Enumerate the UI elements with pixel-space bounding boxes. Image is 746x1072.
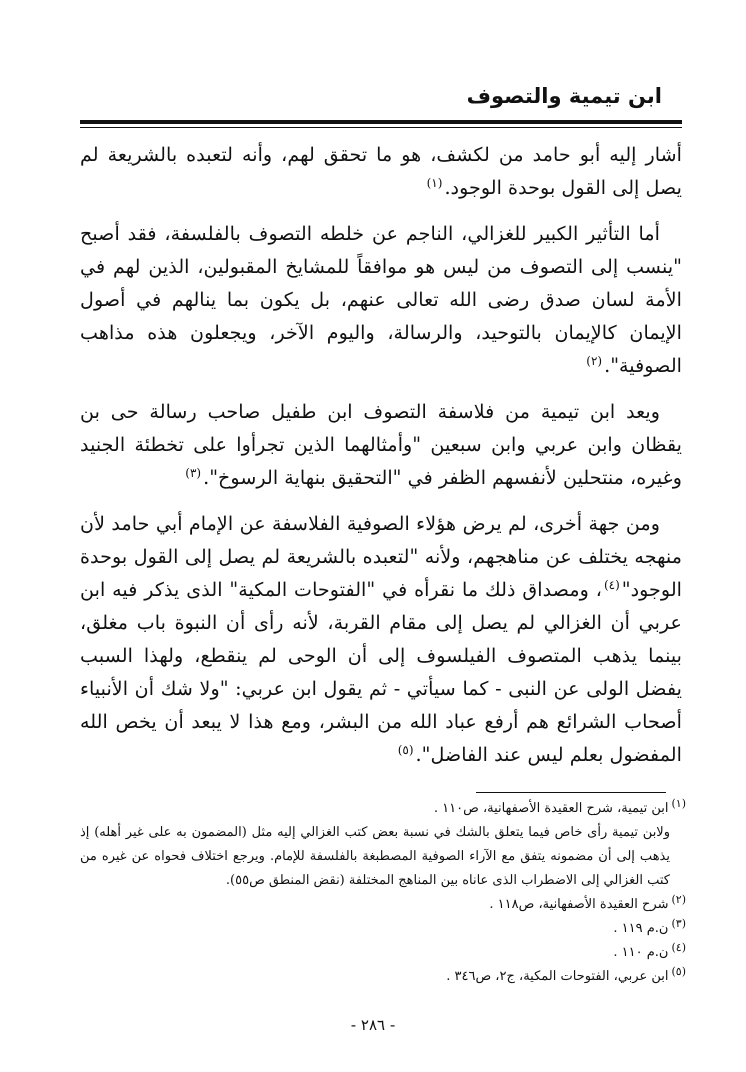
running-header-title: ابن تيمية والتصوف (466, 84, 662, 108)
footnote-number: (٣) (671, 916, 686, 930)
paragraph-3-text: ويعد ابن تيمية من فلاسفة التصوف ابن طفيل صاحب رسالة حى بن يقظان وابن عربي وابن سبعين "وأمثالهما الذين تجرأوا على تخطئة الجنيد وغيره، منتحلين لأنفسهم الظفر في "التحقيق بنهاية الرسوخ". (80, 400, 682, 489)
header-rule-thin (80, 127, 682, 128)
paragraph-4 (80, 507, 682, 771)
footnote-ref-5: (٥) (397, 742, 414, 757)
footnote-ref-1: (١) (426, 175, 443, 190)
paragraph-1-text: أشار إليه أبو حامد من لكشف، هو ما تحقق لهم، وأنه لتعبده بالشريعة لم يصل إلى القول بوحدة الوجود. (80, 143, 682, 199)
footnotes (80, 797, 686, 989)
footnote-1-continued (80, 821, 686, 893)
footnote-text: شرح العقيدة الأصفهانية، ص١١٨ . (489, 897, 669, 912)
footnote-4 (80, 941, 686, 965)
footnote-number: (٥) (671, 964, 686, 978)
footnote-ref-3: (٣) (185, 465, 202, 480)
paragraph-3 (80, 395, 682, 494)
footnote-number: (١) (671, 796, 686, 810)
footnote-5 (80, 965, 686, 989)
paragraph-4-text-a: ومن جهة أخرى، لم يرض هؤلاء الصوفية الفلاسفة عن الإمام أبي حامد لأن منهجه يختلف عن مناهجهم، ولأنه "لتعبده بالشريعة لم يصل إلى القول بوحدة الوجود" (80, 512, 682, 601)
footnote-ref-2: (٢) (586, 353, 603, 368)
footnote-number: (٤) (671, 940, 686, 954)
footnote-number: (٢) (671, 892, 686, 906)
paragraph-2-text: أما التأثير الكبير للغزالي، الناجم عن خلطه التصوف بالفلسفة، فقد أصبح "ينسب إلى التصوف من ليس هو موافقاً للمشايخ المقبولين، الذين لهم في الأمة لسان صدق رضى الله تعالى عنهم، بل يكون بما ينالهم في أصول الإيمان كالإيمان بالتوحيد، والرسالة، واليوم الآخر، ويجعلون هذه مذاهب الصوفية". (80, 222, 682, 377)
footnote-text: ن.م ١١٩ . (613, 921, 669, 936)
footnote-separator (476, 792, 666, 793)
main-text (80, 138, 682, 784)
paragraph-2 (80, 217, 682, 382)
footnote-3 (80, 917, 686, 941)
footnote-2 (80, 893, 686, 917)
paragraph-4-text-b: ، ومصداق ذلك ما نقرأه في "الفتوحات المكية" الذى يذكر فيه ابن عربي أن الغزالي لم يصل إلى مقام القربة، لأنه رأى أن النبوة باب مغلق، بينما يذهب المتصوف الفيلسوف إلى أن الوحى لم ينقطع، ولهذا السبب يفضل الولى عن النبى - كما سيأتي - ثم يقول ابن عربي: "ولا شك أن الأنبياء أصحاب الشرائع هم أرفع عباد الله من البشر، ومع هذا لا يبعد أن يخص الله المفضول بعلم ليس عند الفاضل". (80, 578, 682, 766)
footnote-ref-4: (٤) (603, 577, 620, 592)
header-rule-thick (80, 120, 682, 124)
footnote-text: ولابن تيمية رأى خاص فيما يتعلق بالشك في نسبة بعض كتب الغزالي إليه مثل (المضمون به على غير أهله) إذ يذهب إلى أن مضمونه يتفق مع الآراء الصوفية المصطبغة بالفلسفة للإمام. ويرجع اختلاف فحواه عن غيره من كتب الغزالي إلى الاضطراب الذى عاناه بين المناهج المختلفة (نقض المنطق ص٥٥). (80, 825, 670, 888)
page-number: - ٢٨٦ - (350, 1016, 396, 1034)
footnote-text: ابن تيمية، شرح العقيدة الأصفهانية، ص١١٠ . (433, 801, 669, 816)
paragraph-1 (80, 138, 682, 204)
footnote-1 (80, 797, 686, 821)
footnote-text: ابن عربي، الفتوحات المكية، ج٢، ص٣٤٦ . (446, 969, 669, 984)
footnote-text: ن.م ١١٠ . (613, 945, 669, 960)
